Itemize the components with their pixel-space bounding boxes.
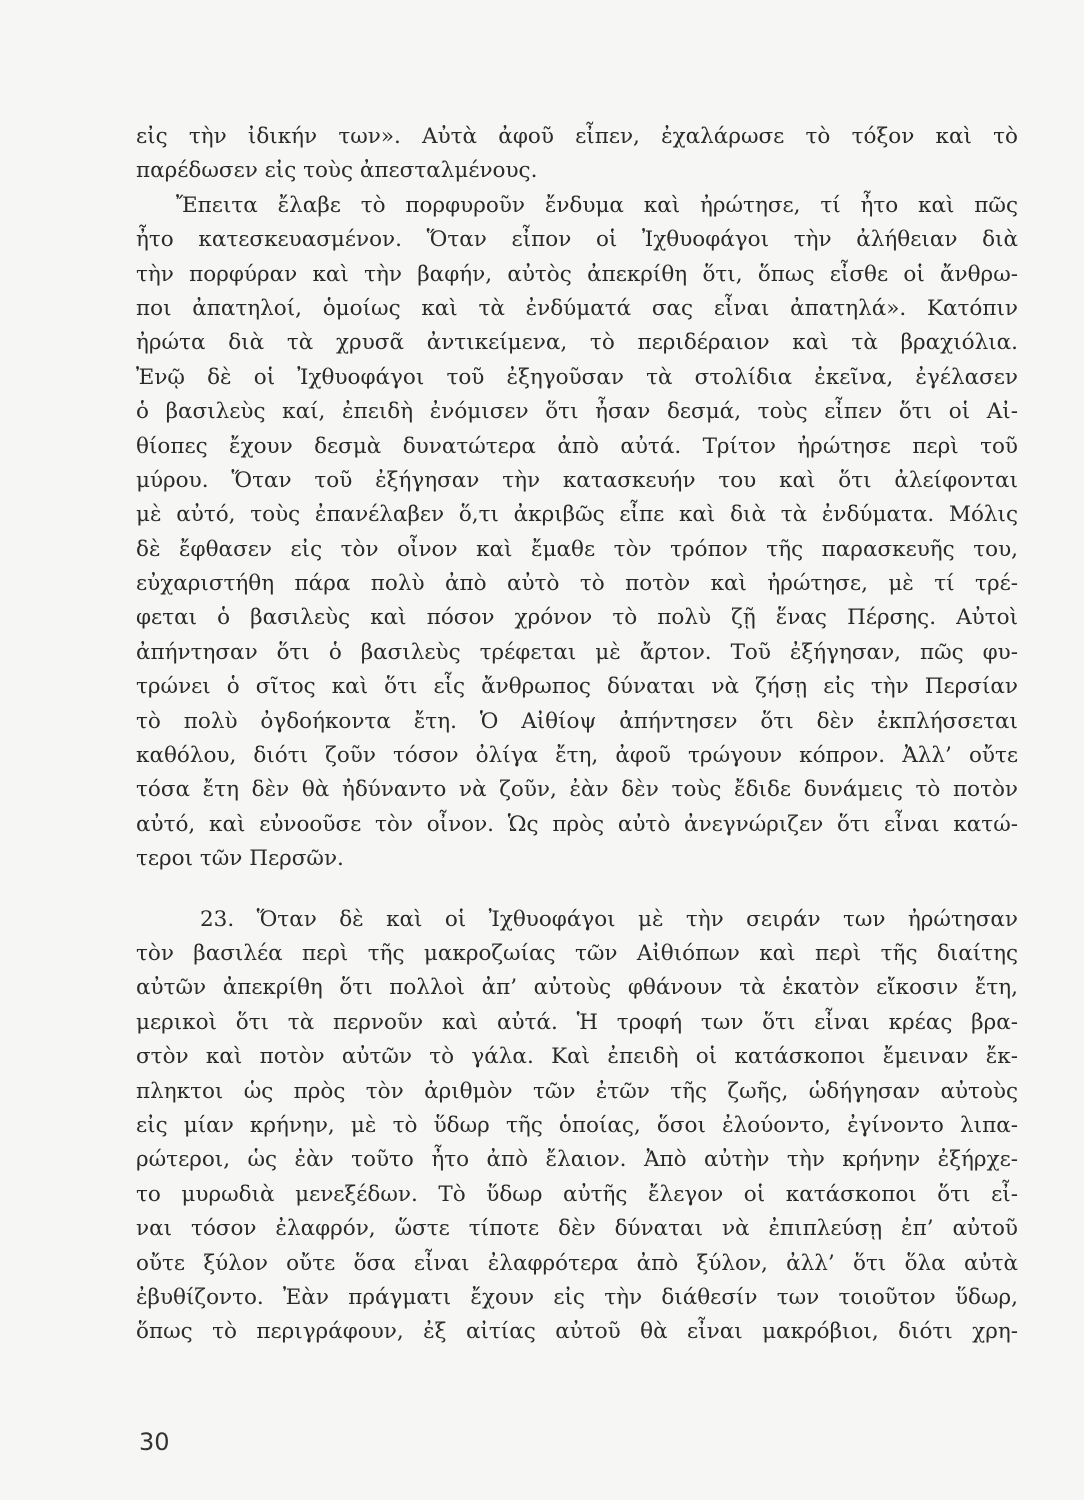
text-line: εἰς τὴν ἰδικήν των». Αὐτὰ ἀφοῦ εἶπεν, ἐχαλάρωσε τὸ τόξον καὶ τὸ: [136, 124, 1018, 149]
text-line: τὴν πορφύραν καὶ τὴν βαφήν, αὐτὸς ἀπεκρίθη ὅτι, ὅπως εἶσθε οἱ ἄνθρω-: [136, 261, 1018, 287]
text-line: τεροι τῶν Περσῶν.: [136, 846, 344, 872]
text-line: εὐχαριστήθη πάρα πολὺ ἀπὸ αὐτὸ τὸ ποτὸν καὶ ἠρώτησε, μὲ τί τρέ-: [136, 571, 1018, 597]
text-line: ρώτεροι, ὡς ἐὰν τοῦτο ἦτο ἀπὸ ἔλαιον. Ἀπὸ αὐτὴν τὴν κρήνην ἐξήρχε-: [136, 1147, 1018, 1173]
text-line: αὐτό, καὶ εὐνοοῦσε τὸν οἶνον. Ὡς πρὸς αὐτὸ ἀνεγνώριζεν ὅτι εἶναι κατώ-: [136, 811, 1018, 837]
text-line: καθόλου, διότι ζοῦν τόσον ὀλίγα ἔτη, ἀφοῦ τρώγουν κόπρον. Ἀλλ’ οὔτε: [136, 743, 1018, 769]
text-line: θίοπες ἔχουν δεσμὰ δυνατώτερα ἀπὸ αὐτά. Τρίτον ἠρώτησε περὶ τοῦ: [136, 433, 1018, 459]
text-line: Ἔπειτα ἔλαβε τὸ πορφυροῦν ἔνδυμα καὶ ἠρώτησε, τί ἦτο καὶ πῶς: [176, 192, 1018, 218]
text-line: δὲ ἔφθασεν εἰς τὸν οἶνον καὶ ἔμαθε τὸν τρόπον τῆς παρασκευῆς του,: [136, 536, 1018, 562]
text-line: ὅπως τὸ περιγράφουν, ἐξ αἰτίας αὐτοῦ θὰ εἶναι μακρόβιοι, διότι χρη-: [136, 1319, 1018, 1345]
text-line: μὲ αὐτό, τοὺς ἐπανέλαβεν ὅ,τι ἀκριβῶς εἶπε καὶ διὰ τὰ ἐνδύματα. Μόλις: [136, 502, 1018, 528]
text-line: μύρου. Ὅταν τοῦ ἐξήγησαν τὴν κατασκευήν του καὶ ὅτι ἀλείφονται: [136, 467, 1018, 493]
text-line: οὔτε ξύλον οὔτε ὅσα εἶναι ἐλαφρότερα ἀπὸ ξύλον, ἀλλ’ ὅτι ὅλα αὐτὰ: [136, 1250, 1018, 1276]
text-line: 23. Ὅταν δὲ καὶ οἱ Ἰχθυοφάγοι μὲ τὴν σειράν των ἠρώτησαν: [200, 906, 1018, 932]
text-line: ἀπήντησαν ὅτι ὁ βασιλεὺς τρέφεται μὲ ἄρτον. Τοῦ ἐξήγησαν, πῶς φυ-: [136, 639, 1018, 665]
text-line: παρέδωσεν εἰς τοὺς ἀπεσταλμένους.: [136, 158, 538, 184]
text-line: τὸ πολὺ ὀγδοήκοντα ἔτη. Ὁ Αἰθίοψ ἀπήντησεν ὅτι δὲν ἐκπλήσσεται: [136, 708, 1018, 734]
page-number: 30: [139, 1428, 170, 1456]
paragraph-gap: [136, 877, 1018, 903]
text-line: ναι τόσον ἐλαφρόν, ὥστε τίποτε δὲν δύναται νὰ ἐπιπλεύσῃ ἐπ’ αὐτοῦ: [136, 1216, 1018, 1242]
text-block: [136, 120, 1018, 1350]
text-line: φεται ὁ βασιλεὺς καὶ πόσον χρόνον τὸ πολὺ ζῇ ἕνας Πέρσης. Αὐτοὶ: [136, 605, 1018, 631]
text-line: ἠρώτα διὰ τὰ χρυσᾶ ἀντικείμενα, τὸ περιδέραιον καὶ τὰ βραχιόλια.: [136, 330, 1018, 356]
text-line: πληκτοι ὡς πρὸς τὸν ἀριθμὸν τῶν ἐτῶν τῆς ζωῆς, ὡδήγησαν αὐτοὺς: [136, 1078, 1018, 1104]
text-line: τρώνει ὁ σῖτος καὶ ὅτι εἷς ἄνθρωπος δύναται νὰ ζήσῃ εἰς τὴν Περσίαν: [136, 674, 1018, 700]
text-line: τὸν βασιλέα περὶ τῆς μακροζωίας τῶν Αἰθιόπων καὶ περὶ τῆς διαίτης: [136, 940, 1018, 966]
text-line: τόσα ἔτη δὲν θὰ ἠδύναντο νὰ ζοῦν, ἐὰν δὲν τοὺς ἔδιδε δυνάμεις τὸ ποτὸν: [136, 777, 1018, 803]
text-line: ἐβυθίζοντο. Ἐὰν πράγματι ἔχουν εἰς τὴν διάθεσίν των τοιοῦτον ὕδωρ,: [136, 1284, 1018, 1310]
text-line: αὐτῶν ἀπεκρίθη ὅτι πολλοὶ ἀπ’ αὐτοὺς φθάνουν τὰ ἑκατὸν εἴκοσιν ἔτη,: [136, 975, 1018, 1001]
text-line: Ἐνῷ δὲ οἱ Ἰχθυοφάγοι τοῦ ἐξηγοῦσαν τὰ στολίδια ἐκεῖνα, ἐγέλασεν: [136, 364, 1018, 390]
text-line: ποι ἀπατηλοί, ὁμοίως καὶ τὰ ἐνδύματά σας εἶναι ἀπατηλά». Κατόπιν: [136, 295, 1018, 321]
text-line: ὁ βασιλεὺς καί, ἐπειδὴ ἐνόμισεν ὅτι ἦσαν δεσμά, τοὺς εἶπεν ὅτι οἱ Αἰ-: [136, 399, 1018, 425]
text-line: στὸν καὶ ποτὸν αὐτῶν τὸ γάλα. Καὶ ἐπειδὴ οἱ κατάσκοποι ἔμειναν ἔκ-: [136, 1044, 1018, 1070]
text-line: εἰς μίαν κρήνην, μὲ τὸ ὕδωρ τῆς ὁποίας, ὅσοι ἐλούοντο, ἐγίνοντο λιπα-: [136, 1112, 1018, 1138]
text-line: μερικοὶ ὅτι τὰ περνοῦν καὶ αὐτά. Ἡ τροφή των ὅτι εἶναι κρέας βρα-: [136, 1009, 1018, 1035]
text-line: το μυρωδιὰ μενεξέδων. Τὸ ὕδωρ αὐτῆς ἔλεγον οἱ κατάσκοποι ὅτι εἶ-: [136, 1181, 1018, 1207]
text-line: ἦτο κατεσκευασμένον. Ὅταν εἶπον οἱ Ἰχθυοφάγοι τὴν ἀλήθειαν διὰ: [136, 227, 1018, 253]
